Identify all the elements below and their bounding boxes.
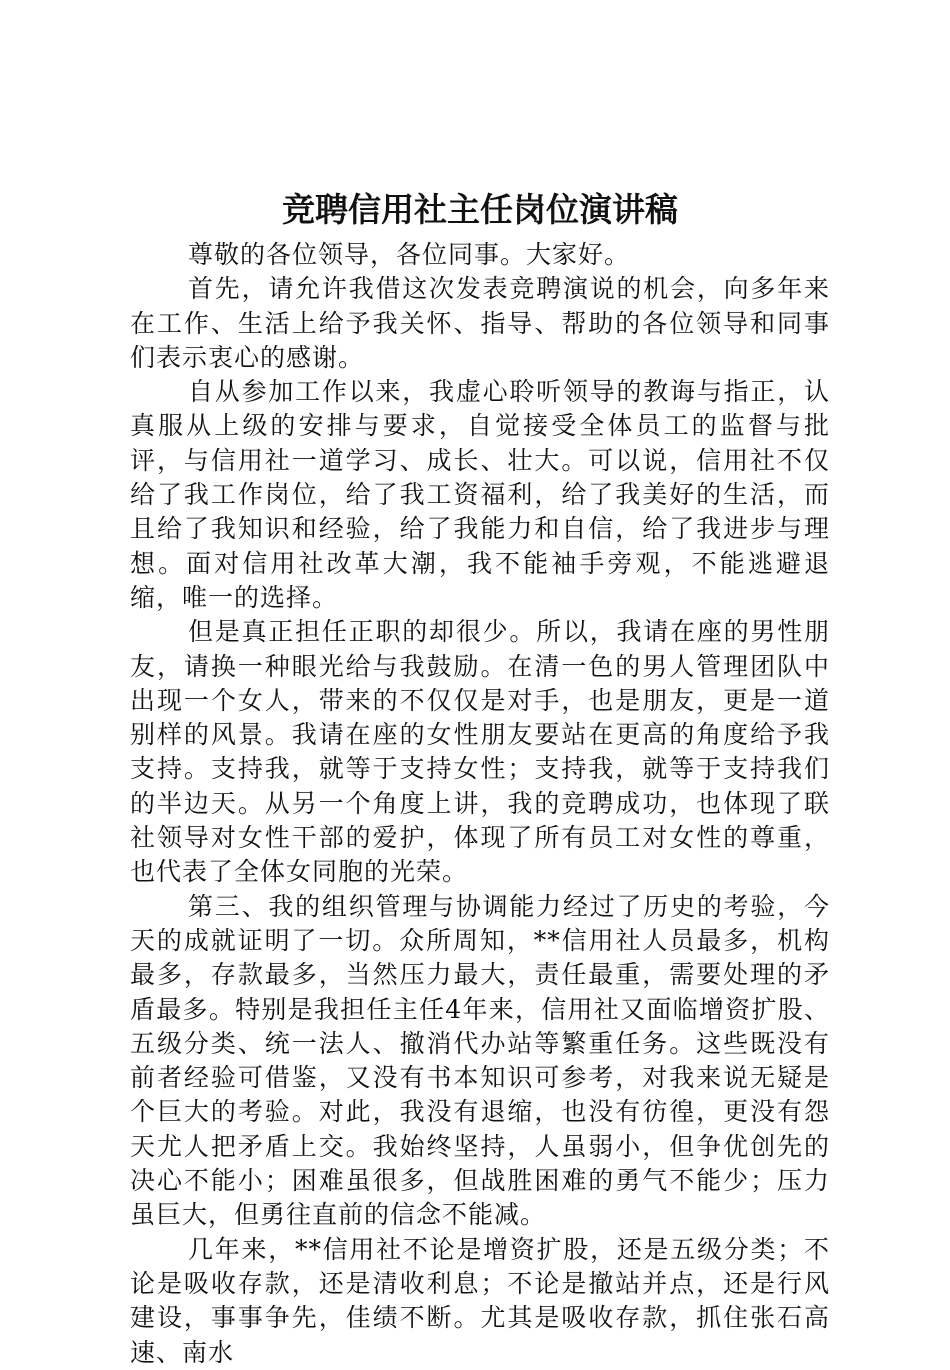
document-title: 竞聘信用社主任岗位演讲稿 <box>282 190 678 229</box>
paragraph-thanks: 首先，请允许我借这次发表竞聘演说的机会，向多年来在工作、生活上给予我关怀、指导、帮助的各位领导和同事们表示衷心的感谢。 <box>130 274 830 372</box>
paragraph-greeting: 尊敬的各位领导，各位同事。大家好。 <box>188 240 631 269</box>
paragraph-third-point: 第三、我的组织管理与协调能力经过了历史的考验，今天的成就证明了一切。众所周知，**信用社人员最多，机构最多，存款最多，当然压力最大，责任最重，需要处理的矛盾最多。特别是我担任主任4年来，信用社又面临增资扩股、五级分类、统一法人、撤消代办站等繁重任务。这些既没有前者经验可借鉴，又没有书本知识可参考，对我来说无疑是个巨大的考验。对此，我没有退缩，也没有彷徨，更没有怨天尤人把矛盾上交。我始终坚持，人虽弱小，但争优创先的决心不能小；困难虽很多，但战胜困难的勇气不能少；压力虽巨大，但勇往直前的信念不能减。 <box>130 891 830 1230</box>
paragraph-achievements: 几年来，**信用社不论是增资扩股，还是五级分类；不论是吸收存款，还是清收利息；不论是撤站并点，还是行风建设，事事争先，佳绩不断。尤其是吸收存款，抓住张石高速、南水 <box>130 1234 830 1367</box>
paragraph-career: 自从参加工作以来，我虚心聆听领导的教诲与指正，认真服从上级的安排与要求，自觉接受全体员工的监督与批评，与信用社一道学习、成长、壮大。可以说，信用社不仅给了我工作岗位，给了我工资福利，给了我美好的生活，而且给了我知识和经验，给了我能力和自信，给了我进步与理想。面对信用社改革大潮，我不能袖手旁观，不能逃避退缩，唯一的选择。 <box>130 377 830 612</box>
paragraph-support: 但是真正担任正职的却很少。所以，我请在座的男性朋友，请换一种眼光给与我鼓励。在清一色的男人管理团队中出现一个女人，带来的不仅仅是对手，也是朋友，更是一道别样的风景。我请在座的女性朋友要站在更高的角度给予我支持。支持我，就等于支持女性；支持我，就等于支持我们的半边天。从另一个角度上讲，我的竞聘成功，也体现了联社领导对女性干部的爱护，体现了所有员工对女性的尊重，也代表了全体女同胞的光荣。 <box>130 617 830 887</box>
document-body <box>130 186 830 1370</box>
